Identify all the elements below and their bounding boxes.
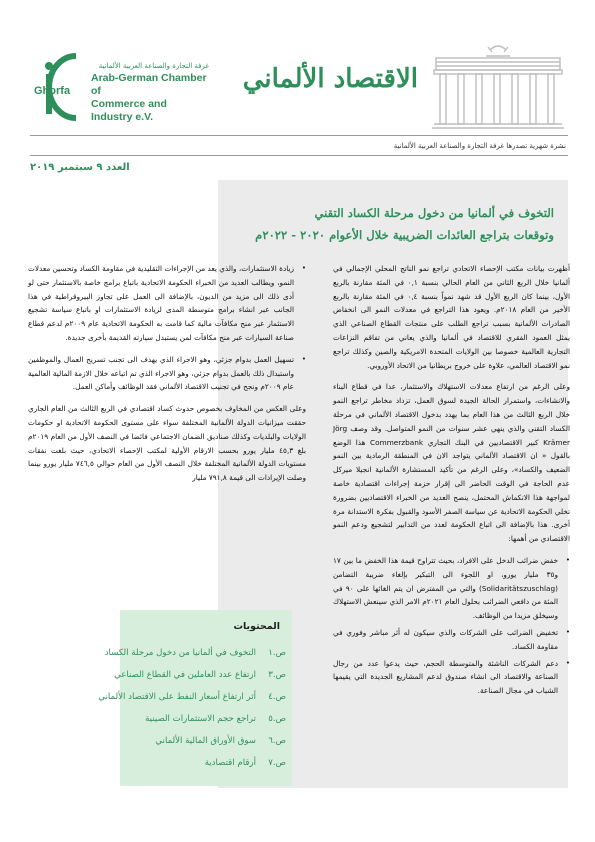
contents-label: تراجع حجم الاستثمارات الصينية [145, 714, 256, 724]
header-rule-bottom [30, 155, 568, 156]
paragraph: أظهرت بيانات مكتب الإحصاء الاتحادي تراجع نمو الناتج المحلي الإجمالي في ألمانيا خلال الربع الثاني من العام الحالي بنسبة ٠,١ في المئة مقارنة بالربع الأول، بينما كان الربع الأول قد شهد نمواً بنسبة ٠,٤ في المئة مقارنة بالربع الأخير من العام ٢٠١٨م. ويعود هذا التراجع في معدلات النمو الى انخفاض الصادرات الألمانية بسبب تراجع الطلب على منتجات القطاع الصناعي الذي يمثل العمود الفقري للاقتصاد في ألمانيا والذي يعاني من تفاقم النزاعات التجارية العالمية خصوصا بين الولايات المتحدة الامريكية والصين وكذلك تراجع نمو الاقتصاد العالمي، علاوة على خروج بريطانيا من الاتحاد الأوروبي. [333, 264, 571, 370]
contents-label: سوق الأوراق المالية الألماني [155, 736, 256, 746]
bullet-text: خفض ضرائب الدخل على الافراد، بحيث تتراوح قيمة هذا الخفض ما بين ١٧ و٣٥ مليار يورو، او اللجوء الى التبكير بإلغاء ضريبة التضامن (Solidaritätszuschlag) والتي من المفترض ان يتم الغائها على ٩٠ في المئة من دافعي الضرائب بحلول العام ٢٠٢١م الامر الذي سينعش الاستهلاك وسيخلق مزيدا من الوظائف. [333, 555, 558, 621]
bullet-icon: • [565, 658, 570, 667]
bullet-text: زيادة الاستثمارات، والذي يعد من الإجراءات التقليدية في مقاومة الكساد وتحسين معدلات النمو، ويطالب العديد من الخبراء الحكومة الاتحادية باتباع برامج خاصة بالاستثمار حتى لو أدى ذلك الى مزيد من الديون، بالإضافة الى العمل على تجاوز البيروقراطية في هذا الجانب عبر انشاء برامج متوسطة المدى لزيادة الاستثمارات او باتباع سياسة تشجيع الاستثمار عبر منح مكافآت مالية كما قامت به الحكومة الاتحادية عام ٢٠٠٩م لدعم قطاع صناعة السيارات عبر منح مكافآت لمن يستبدل سيارته القديمة بأخرى جديدة. [28, 264, 294, 342]
bullet-icon: • [565, 555, 570, 564]
masthead-title: الاقتصاد الألماني [242, 64, 418, 94]
contents-page: ص.٧ [268, 758, 286, 768]
paragraph: وعلى العكس من المخاوف بخصوص حدوث كساد اقتصادي في الربع الثالث من العام الجاري حققت ميزانيات الدولة الألمانية المختلفة سواء على مستوى الحكومة الاتحادية او حكومات الولايات والبلديات وكذلك صناديق الضمان الاجتماعي فائضا في النصف الأول من العام ٢٠١٩م بلغ ٤٥,٣ مليار يورو بحسب الارقام الأولية لمكتب الإحصاء الاتحادي، حيث بلغت نفقات مستويات الدولة الألمانية المختلفة خلال النصف الأول من العام حوالي ٧٤٦,٥ مليار يورو بينما وصلت الإيرادات الى قيمة ٧٩١,٨ مليار [28, 404, 306, 483]
contents-item[interactable] [104, 645, 286, 661]
contents-page: ص.١ [268, 648, 286, 658]
bullet-icon: • [301, 264, 306, 272]
contents-page: ص.٤ [268, 692, 286, 702]
newsletter-subtitle: نشرة شهرية تصدرها غرفة التجارة والصناعة العربية الألمانية [393, 142, 566, 150]
article-column-right [333, 262, 570, 804]
contents-label: التخوف في ألمانيا من دخول مرحلة الكساد [104, 648, 256, 658]
contents-label: أثر ارتفاع أسعار النفط على الاقتصاد الألماني [98, 692, 256, 702]
contents-item[interactable] [114, 667, 286, 683]
chamber-name-english [91, 72, 211, 124]
bullet-icon: • [301, 354, 306, 363]
contents-label: ارتفاع عدد العاملين في القطاع الصناعي [114, 670, 256, 680]
bullet-item [333, 657, 570, 698]
paragraph: وعلى الرغم من ارتفاع معدلات الاستهلاك والاستثمار، عدا في قطاع البناء والانشاءات، واستمرار الحالة الجيدة لسوق العمل، تزداد مخاطر تراجع النمو خلال الربع الثالث من هذا العام بما يهدد بدخول الاقتصاد الألماني في مرحلة الكساد التقني والذي ينهي عشر سنوات من النمو المتواصل. وقد وصف Jörg Krämer كبير الاقتصاديين في البنك التجاري Commerzbank هذا الوضع بالقول « ان الاقتصاد الألماني يتواجد الان في المنطقة الرمادية بين النمو الضعيف والكساد»، وعلى الرغم من تأكيد المستشارة الألمانية انجيلا ميركل عدم الحاجة في الوقت الحاضر الى إقرار حزمة إجراءات اقتصادية خاصة لمواجهة هذا الانكماش المحتمل، ينصح العديد من الخبراء الاقتصاديين بضرورة تخلي الحكومة الاتحادية عن سياسة الصفر الأسود والقبول بفكرة الاستدانة مرة أخرى. هذا بالإضافة الى اتباع الحكومة لعدد من التدابير لتشجيع ودعم النمو الاقتصادي من أهمها: [333, 382, 570, 544]
chamber-name-line-1: Arab-German Chamber of [91, 72, 207, 97]
header-rule-top [30, 135, 568, 136]
brandenburg-gate-icon [430, 40, 566, 132]
article-title [232, 202, 554, 246]
chamber-name-arabic: غرفة التجارة والصناعة العربية الألمانية [98, 62, 209, 70]
contents-label: أرقام اقتصادية [204, 758, 256, 768]
article-column-left [28, 262, 306, 612]
contents-item[interactable] [120, 711, 286, 727]
contents-item[interactable] [120, 733, 286, 749]
contents-title: المحتويات [233, 621, 280, 632]
ghorfa-logo-icon [30, 44, 86, 130]
bullet-item [28, 353, 306, 394]
chamber-logo [30, 44, 86, 130]
chamber-name-line-2: Commerce and Industry e.V. [91, 98, 167, 123]
contents-page: ص.٥ [268, 714, 286, 724]
article-title-line-1: التخوف في ألمانيا من دخول مرحلة الكساد التقني [314, 206, 554, 220]
contents-item[interactable] [98, 689, 286, 705]
bullet-text: تخفيض الضرائب على الشركات والذي سيكون له أثر مباشر وفوري في مقاومة الكساد. [333, 627, 558, 651]
contents-page: ص.٣ [268, 670, 286, 680]
bullet-text: تسهيل العمل بدوام جزئي، وهو الاجراء الذي يهدف الى تجنب تسريح العمال والموظفين واستبدال ذلك بالعمل بدوام جزئي، وهو الاجراء الذي تم اتباعه خلال الازمة المالية العالمية عام ٢٠٠٩م ونجح في تجنيب الاقتصاد الألماني فقد الوظائف وأماكن العمل. [28, 354, 294, 392]
issue-number: العدد ٩ سبتمبر ٢٠١٩ [30, 162, 130, 173]
bullet-text: دعم الشركات الناشئة والمتوسطة الحجم، حيث يدعوا عدد من رجال الصناعة والاقتصاد الى انشاء صندوق لدعم المشاريع الجديدة التي يقيمها الشباب في مجال الصناعة. [333, 658, 558, 696]
contents-page: ص.٦ [268, 736, 286, 746]
bullet-icon: • [565, 627, 570, 636]
bullet-item [28, 262, 306, 345]
contents-item[interactable] [120, 755, 286, 771]
article-title-line-2: وتوقعات بتراجع العائدات الضريبية خلال الأعوام ٢٠٢٠ - ٢٠٢٢م [255, 228, 554, 242]
brandenburg-gate-illustration [430, 40, 566, 132]
bullet-item [333, 554, 570, 623]
logo-wordmark: Ghorfa [34, 85, 71, 97]
bullet-item [333, 626, 570, 654]
